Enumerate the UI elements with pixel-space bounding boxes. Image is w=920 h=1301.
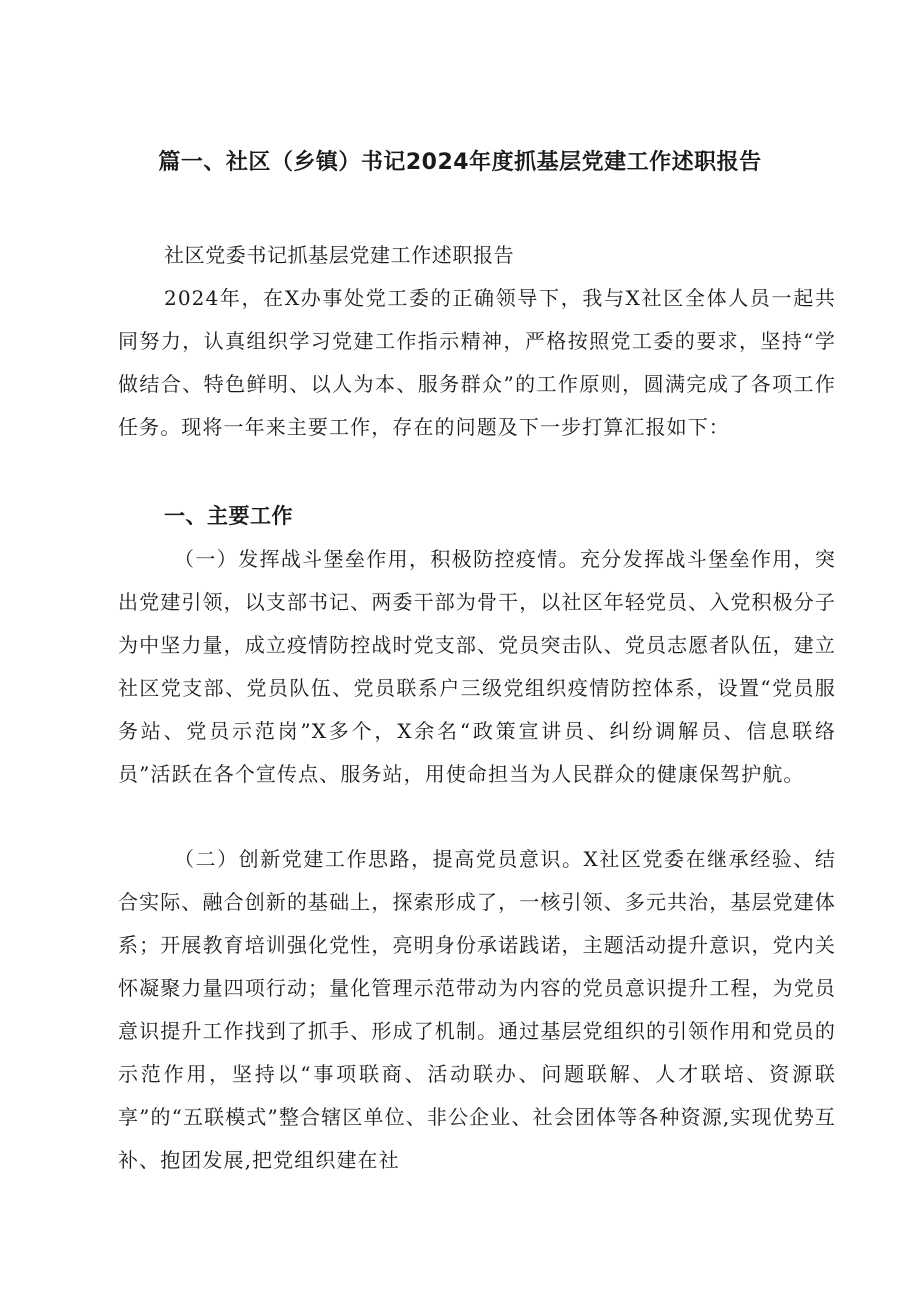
section-heading-main-work: 一、主要工作 <box>164 504 293 528</box>
document-title: 篇一、社区（乡镇）书记2024年度抓基层党建工作述职报告 <box>158 150 762 175</box>
intro-paragraph: 2024年，在X办事处党工委的正确领导下，我与X社区全体人员一起共同努力，认真组织学习党建工作指示精神，严格按照党工委的要求，坚持“学做结合、特色鲜明、以人为本、服务群众”的工作原则，圆满完成了各项工作任务。现将一年来主要工作，存在的问题及下一步打算汇报如下： <box>118 286 836 439</box>
item-paragraph-1: （一）发挥战斗堡垒作用，积极防控疫情。充分发挥战斗堡垒作用，突出党建引领，以支部书记、两委干部为骨干，以社区年轻党员、入党积极分子为中坚力量，成立疫情防控战时党支部、党员突击队、党员志愿者队伍，建立社区党支部、党员队伍、党员联系户三级党组织疫情防控体系，设置“党员服务站、党员示范岗”X多个，X余名“政策宣讲员、纠纷调解员、信息联络员”活跃在各个宣传点、服务站，用使命担当为人民群众的健康保驾护航。 <box>118 547 836 786</box>
report-subtitle: 社区党委书记抓基层党建工作述职报告 <box>164 243 515 267</box>
item-paragraph-2: （二）创新党建工作思路，提高党员意识。X社区党委在继承经验、结合实际、融合创新的基础上，探索形成了，一核引领、多元共治，基层党建体系；开展教育培训强化党性，亮明身份承诺践诺，主题活动提升意识，党内关怀凝聚力量四项行动；量化管理示范带动为内容的党员意识提升工程，为党员意识提升工作找到了抓手、形成了机制。通过基层党组织的引领作用和党员的示范作用，坚持以“事项联商、活动联办、问题联解、人才联培、资源联享”的“五联模式”整合辖区单位、非公企业、社会团体等各种资源,实现优势互补、抱团发展,把党组织建在社 <box>118 847 836 1172</box>
